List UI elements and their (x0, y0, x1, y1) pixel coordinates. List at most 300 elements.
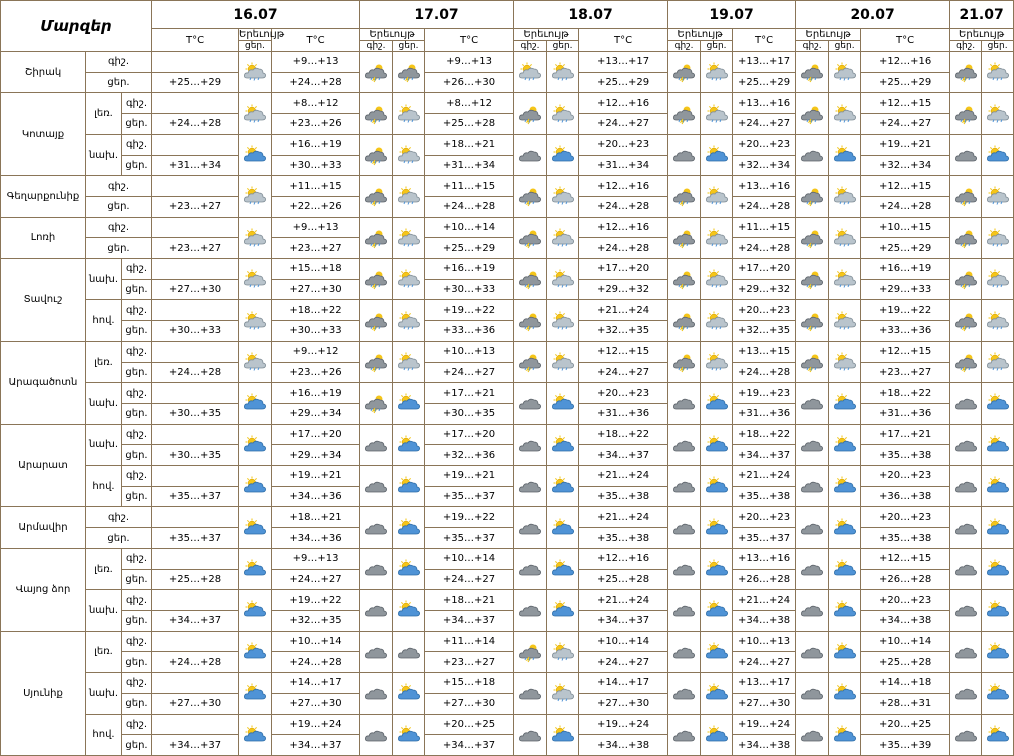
sun-cloud-rain-icon (547, 673, 579, 714)
cloud-icon (796, 631, 829, 672)
temperature-range: +32…+35 (579, 321, 668, 342)
phenomena-header: Երեւույթ (360, 29, 425, 41)
sun-cloud-icon (982, 466, 1014, 507)
temperature-range: +11…+15 (733, 217, 796, 238)
cloud-storm-icon (950, 341, 982, 382)
cloud-icon (360, 424, 393, 465)
temperature-range: +24…+28 (272, 652, 360, 673)
table-row (1, 631, 1014, 652)
subregion-label: նախ. (86, 673, 122, 714)
cloud-icon (514, 673, 547, 714)
temperature-range: +12…+16 (579, 176, 668, 197)
temperature-range: +29…+33 (861, 279, 950, 300)
sun-cloud-rain-icon (829, 93, 861, 134)
temperature-range: +9…+13 (425, 52, 514, 73)
sun-cloud-icon (982, 590, 1014, 631)
temperature-range: +19…+23 (733, 383, 796, 404)
temperature-range: +31…+36 (733, 403, 796, 424)
night-subheader: գիշ. (668, 41, 701, 52)
time-of-day: գիշ. (122, 300, 152, 321)
cloud-storm-icon (950, 176, 982, 217)
sun-cloud-icon (829, 383, 861, 424)
temperature-range: +24…+28 (861, 196, 950, 217)
sun-cloud-rain-icon (547, 631, 579, 672)
temperature-range: +30…+33 (272, 321, 360, 342)
temperature-range: +13…+15 (733, 341, 796, 362)
cloud-icon (950, 631, 982, 672)
temperature-range: +19…+24 (733, 714, 796, 735)
temperature-range: +35…+38 (861, 528, 950, 549)
temperature-range: +32…+34 (861, 155, 950, 176)
cloud-icon (514, 507, 547, 548)
table-header (1, 1, 1014, 52)
temperature-range: +33…+36 (861, 321, 950, 342)
cloud-icon (393, 631, 425, 672)
table-row (1, 341, 1014, 362)
cloud-icon (514, 714, 547, 756)
temperature-range: +25…+29 (733, 72, 796, 93)
sun-cloud-icon (547, 714, 579, 756)
sun-cloud-rain-icon (829, 300, 861, 341)
empty-temp-cell (152, 52, 239, 73)
subregion-label: նախ. (86, 259, 122, 300)
temperature-range: +24…+28 (152, 362, 239, 383)
cloud-icon (668, 673, 701, 714)
temperature-range: +18…+21 (425, 134, 514, 155)
temperature-range: +30…+33 (272, 155, 360, 176)
sun-cloud-rain-icon (829, 341, 861, 382)
temperature-range: +28…+31 (861, 693, 950, 714)
temperature-range: +27…+30 (272, 279, 360, 300)
temperature-range: +17…+20 (579, 259, 668, 280)
table-row (1, 238, 1014, 259)
cloud-icon (360, 590, 393, 631)
temperature-range: +25…+29 (861, 72, 950, 93)
temperature-range: +21…+24 (579, 466, 668, 487)
time-of-day: ցեր. (122, 445, 152, 466)
sun-cloud-icon (547, 466, 579, 507)
temperature-range: +23…+26 (272, 362, 360, 383)
table-row (1, 466, 1014, 487)
region-name: Տավուշ (1, 259, 86, 342)
cloud-icon (668, 383, 701, 424)
temperature-range: +34…+37 (425, 610, 514, 631)
time-of-day: ցեր. (86, 72, 152, 93)
region-name: Լոռի (1, 217, 86, 258)
temperature-range: +34…+37 (425, 735, 514, 756)
temperature-range: +19…+21 (425, 466, 514, 487)
temperature-range: +18…+22 (579, 424, 668, 445)
temperature-range: +10…+13 (425, 341, 514, 362)
cloud-storm-icon (796, 93, 829, 134)
table-row (1, 528, 1014, 549)
temperature-range: +24…+27 (579, 652, 668, 673)
temperature-range: +16…+19 (272, 134, 360, 155)
temperature-range: +35…+38 (733, 486, 796, 507)
sun-cloud-icon (239, 714, 272, 756)
table-row (1, 548, 1014, 569)
table-row (1, 52, 1014, 73)
sun-cloud-icon (701, 631, 733, 672)
temperature-range: +27…+30 (272, 693, 360, 714)
temperature-range: +35…+37 (425, 486, 514, 507)
temperature-range: +29…+32 (733, 279, 796, 300)
date-header: 21.07 (950, 1, 1014, 29)
cloud-icon (360, 714, 393, 756)
temperature-range: +18…+22 (272, 300, 360, 321)
temperature-range: +23…+27 (152, 196, 239, 217)
cloud-storm-icon (360, 341, 393, 382)
temperature-range: +18…+21 (425, 590, 514, 611)
temperature-range: +19…+24 (579, 714, 668, 735)
temperature-range: +20…+23 (733, 134, 796, 155)
sun-cloud-rain-icon (982, 300, 1014, 341)
cloud-icon (796, 548, 829, 589)
subregion-label: նախ. (86, 424, 122, 465)
temperature-range: +18…+22 (861, 383, 950, 404)
cloud-storm-icon (360, 383, 393, 424)
time-of-day: գիշ. (122, 548, 152, 569)
sun-cloud-rain-icon (829, 217, 861, 258)
temperature-range: +31…+36 (579, 403, 668, 424)
cloud-storm-icon (796, 341, 829, 382)
cloud-icon (668, 507, 701, 548)
temperature-range: +12…+15 (579, 341, 668, 362)
sun-cloud-rain-icon (982, 259, 1014, 300)
cloud-storm-icon (796, 52, 829, 93)
temperature-range: +24…+28 (579, 196, 668, 217)
time-of-day: գիշ. (122, 466, 152, 487)
night-subheader: գիշ. (950, 41, 982, 52)
sun-cloud-icon (982, 383, 1014, 424)
temperature-range: +8…+12 (425, 93, 514, 114)
cloud-icon (796, 134, 829, 175)
subregion-label: նախ. (86, 590, 122, 631)
temperature-range: +9…+13 (272, 52, 360, 73)
sun-cloud-rain-icon (239, 176, 272, 217)
table-row (1, 610, 1014, 631)
cloud-storm-icon (668, 52, 701, 93)
empty-temp-cell (152, 93, 239, 114)
temperature-range: +20…+25 (425, 714, 514, 735)
temperature-range: +35…+38 (579, 528, 668, 549)
sun-cloud-icon (701, 714, 733, 756)
temperature-range: +8…+12 (272, 93, 360, 114)
empty-temp-cell (152, 383, 239, 404)
cloud-storm-icon (796, 300, 829, 341)
subregion-label: լեռ. (86, 341, 122, 382)
phenomena-header: Երեւույթ (668, 29, 733, 41)
table-row (1, 259, 1014, 280)
sun-cloud-rain-icon (701, 217, 733, 258)
sun-cloud-icon (829, 466, 861, 507)
temperature-range: +12…+15 (861, 93, 950, 114)
temperature-range: +18…+22 (733, 424, 796, 445)
cloud-icon (796, 714, 829, 756)
temperature-range: +27…+30 (152, 693, 239, 714)
time-of-day: ցեր. (122, 279, 152, 300)
temperature-range: +24…+27 (272, 569, 360, 590)
temperature-range: +12…+15 (861, 341, 950, 362)
date-header: 16.07 (152, 1, 360, 29)
temperature-range: +34…+38 (861, 610, 950, 631)
temperature-range: +10…+14 (579, 631, 668, 652)
cloud-storm-icon (668, 341, 701, 382)
temperature-range: +24…+27 (733, 114, 796, 135)
empty-temp-cell (152, 134, 239, 155)
temperature-range: +18…+21 (272, 507, 360, 528)
time-of-day: գիշ. (122, 714, 152, 735)
temperature-range: +19…+22 (272, 590, 360, 611)
time-of-day: գիշ. (122, 134, 152, 155)
temperature-range: +24…+27 (733, 652, 796, 673)
sun-cloud-rain-icon (393, 259, 425, 300)
subregion-label: նախ. (86, 383, 122, 424)
temperature-range: +32…+35 (272, 610, 360, 631)
temperature-range: +27…+30 (579, 693, 668, 714)
phenomena-header: Երեւույթ (796, 29, 861, 41)
cloud-storm-icon (360, 217, 393, 258)
sun-cloud-icon (239, 631, 272, 672)
cloud-storm-icon (360, 134, 393, 175)
sun-cloud-icon (393, 424, 425, 465)
temperature-range: +20…+23 (579, 383, 668, 404)
table-row (1, 383, 1014, 404)
table-row (1, 362, 1014, 383)
cloud-storm-icon (514, 176, 547, 217)
sun-cloud-rain-icon (701, 52, 733, 93)
sun-cloud-rain-icon (547, 341, 579, 382)
cloud-storm-icon (668, 176, 701, 217)
cloud-icon (796, 383, 829, 424)
temperature-range: +34…+38 (733, 735, 796, 756)
sun-cloud-rain-icon (239, 300, 272, 341)
temperature-range: +12…+16 (579, 217, 668, 238)
cloud-storm-icon (514, 259, 547, 300)
sun-cloud-rain-icon (514, 52, 547, 93)
temperature-range: +33…+36 (425, 321, 514, 342)
sun-cloud-icon (239, 507, 272, 548)
temperature-range: +31…+34 (425, 155, 514, 176)
sun-cloud-rain-icon (393, 300, 425, 341)
sun-cloud-rain-icon (393, 341, 425, 382)
cloud-storm-icon (668, 93, 701, 134)
cloud-storm-icon (796, 217, 829, 258)
subregion-label: հով. (86, 714, 122, 756)
sun-cloud-icon (239, 383, 272, 424)
regions-header: Մարզեր (1, 1, 152, 52)
region-name: Արարատ (1, 424, 86, 507)
temperature-range: +13…+16 (733, 176, 796, 197)
day-subheader: ցեր. (701, 41, 733, 52)
sun-cloud-rain-icon (829, 259, 861, 300)
table-row (1, 590, 1014, 611)
temperature-range: +12…+16 (579, 548, 668, 569)
table-row (1, 445, 1014, 466)
temperature-range: +24…+28 (272, 72, 360, 93)
cloud-storm-icon (668, 259, 701, 300)
temperature-range: +14…+18 (861, 673, 950, 694)
temperature-range: +30…+33 (152, 321, 239, 342)
day-subheader: ցեր. (239, 41, 272, 52)
temperature-range: +32…+36 (425, 445, 514, 466)
cloud-storm-icon (360, 300, 393, 341)
cloud-icon (668, 714, 701, 756)
temperature-range: +25…+29 (861, 238, 950, 259)
sun-cloud-icon (982, 631, 1014, 672)
temperature-range: +19…+24 (272, 714, 360, 735)
temperature-range: +15…+18 (272, 259, 360, 280)
temperature-range: +24…+28 (152, 114, 239, 135)
cloud-icon (360, 631, 393, 672)
sun-cloud-rain-icon (547, 259, 579, 300)
temperature-range: +24…+28 (152, 652, 239, 673)
sun-cloud-rain-icon (547, 93, 579, 134)
temperature-range: +24…+27 (425, 569, 514, 590)
temperature-range: +21…+24 (579, 590, 668, 611)
sun-cloud-rain-icon (547, 52, 579, 93)
phenomena-header: Երեւույթ (514, 29, 579, 41)
empty-temp-cell (152, 631, 239, 652)
temperature-range: +17…+20 (733, 259, 796, 280)
sun-cloud-rain-icon (393, 176, 425, 217)
temperature-range: +14…+17 (579, 673, 668, 694)
temperature-range: +19…+21 (861, 134, 950, 155)
cloud-storm-icon (796, 259, 829, 300)
cloud-icon (668, 134, 701, 175)
temperature-range: +35…+37 (425, 528, 514, 549)
sun-cloud-icon (239, 590, 272, 631)
temperature-range: +30…+35 (152, 445, 239, 466)
subregion-label: լեռ. (86, 631, 122, 672)
temperature-range: +19…+22 (425, 507, 514, 528)
temperature-range: +9…+13 (272, 548, 360, 569)
temperature-range: +17…+21 (425, 383, 514, 404)
empty-temp-cell (152, 507, 239, 528)
date-header: 18.07 (514, 1, 668, 29)
temperature-range: +25…+29 (425, 238, 514, 259)
temperature-range: +13…+16 (733, 548, 796, 569)
cloud-storm-icon (393, 52, 425, 93)
table-row (1, 300, 1014, 321)
sun-cloud-icon (829, 590, 861, 631)
temperature-range: +23…+26 (272, 114, 360, 135)
table-row (1, 714, 1014, 735)
time-of-day: գիշ. (122, 590, 152, 611)
temperature-range: +34…+37 (272, 735, 360, 756)
night-subheader: գիշ. (796, 41, 829, 52)
temperature-range: +24…+27 (861, 114, 950, 135)
table-row (1, 93, 1014, 114)
sun-cloud-icon (239, 466, 272, 507)
temperature-range: +9…+12 (272, 341, 360, 362)
subregion-label: լեռ. (86, 548, 122, 589)
cloud-storm-icon (514, 341, 547, 382)
temperature-range: +36…+38 (861, 486, 950, 507)
temperature-range: +13…+16 (733, 93, 796, 114)
temperature-header: T°C (152, 29, 239, 52)
time-of-day: գիշ. (122, 259, 152, 280)
sun-cloud-rain-icon (982, 341, 1014, 382)
region-name: Սյունիք (1, 631, 86, 755)
sun-cloud-rain-icon (701, 176, 733, 217)
subregion-label: նախ. (86, 134, 122, 175)
temperature-range: +24…+28 (733, 362, 796, 383)
temperature-range: +16…+19 (272, 383, 360, 404)
cloud-storm-icon (950, 52, 982, 93)
temperature-range: +35…+38 (579, 486, 668, 507)
cloud-icon (950, 548, 982, 589)
table-row (1, 217, 1014, 238)
temperature-range: +21…+24 (733, 590, 796, 611)
temperature-range: +23…+27 (152, 238, 239, 259)
sun-cloud-icon (701, 134, 733, 175)
temperature-range: +30…+35 (425, 403, 514, 424)
temperature-header: T°C (425, 29, 514, 52)
night-subheader: գիշ. (360, 41, 393, 52)
table-row (1, 155, 1014, 176)
temperature-range: +24…+27 (425, 362, 514, 383)
cloud-storm-icon (514, 93, 547, 134)
temperature-range: +24…+28 (425, 196, 514, 217)
cloud-icon (668, 590, 701, 631)
temperature-range: +35…+37 (152, 528, 239, 549)
cloud-icon (950, 673, 982, 714)
cloud-icon (514, 590, 547, 631)
sun-cloud-icon (547, 507, 579, 548)
time-of-day: ցեր. (122, 155, 152, 176)
table-row (1, 652, 1014, 673)
empty-temp-cell (152, 714, 239, 735)
sun-cloud-rain-icon (829, 176, 861, 217)
table-row (1, 507, 1014, 528)
cloud-icon (950, 714, 982, 756)
temperature-range: +11…+14 (425, 631, 514, 652)
sun-cloud-icon (393, 714, 425, 756)
sun-cloud-icon (829, 548, 861, 589)
cloud-icon (360, 507, 393, 548)
region-name: Արմավիր (1, 507, 86, 548)
temperature-range: +20…+23 (861, 590, 950, 611)
temperature-range: +27…+30 (425, 693, 514, 714)
sun-cloud-rain-icon (239, 52, 272, 93)
cloud-storm-icon (950, 259, 982, 300)
empty-temp-cell (152, 466, 239, 487)
table-row (1, 403, 1014, 424)
sun-cloud-rain-icon (239, 259, 272, 300)
cloud-icon (668, 548, 701, 589)
empty-temp-cell (152, 424, 239, 445)
temperature-range: +24…+27 (579, 362, 668, 383)
temperature-range: +12…+16 (579, 93, 668, 114)
time-of-day: գիշ. (122, 631, 152, 652)
day-subheader: ցեր. (982, 41, 1014, 52)
sun-cloud-icon (701, 507, 733, 548)
temperature-range: +34…+37 (152, 610, 239, 631)
subregion-label: լեռ. (86, 93, 122, 134)
table-row (1, 114, 1014, 135)
temperature-header: T°C (733, 29, 796, 52)
temperature-range: +17…+21 (861, 424, 950, 445)
cloud-icon (514, 424, 547, 465)
day-subheader: ցեր. (393, 41, 425, 52)
temperature-range: +31…+36 (861, 403, 950, 424)
cloud-storm-icon (950, 217, 982, 258)
temperature-range: +29…+34 (272, 403, 360, 424)
time-of-day: ցեր. (86, 238, 152, 259)
cloud-storm-icon (360, 176, 393, 217)
temperature-range: +27…+30 (733, 693, 796, 714)
